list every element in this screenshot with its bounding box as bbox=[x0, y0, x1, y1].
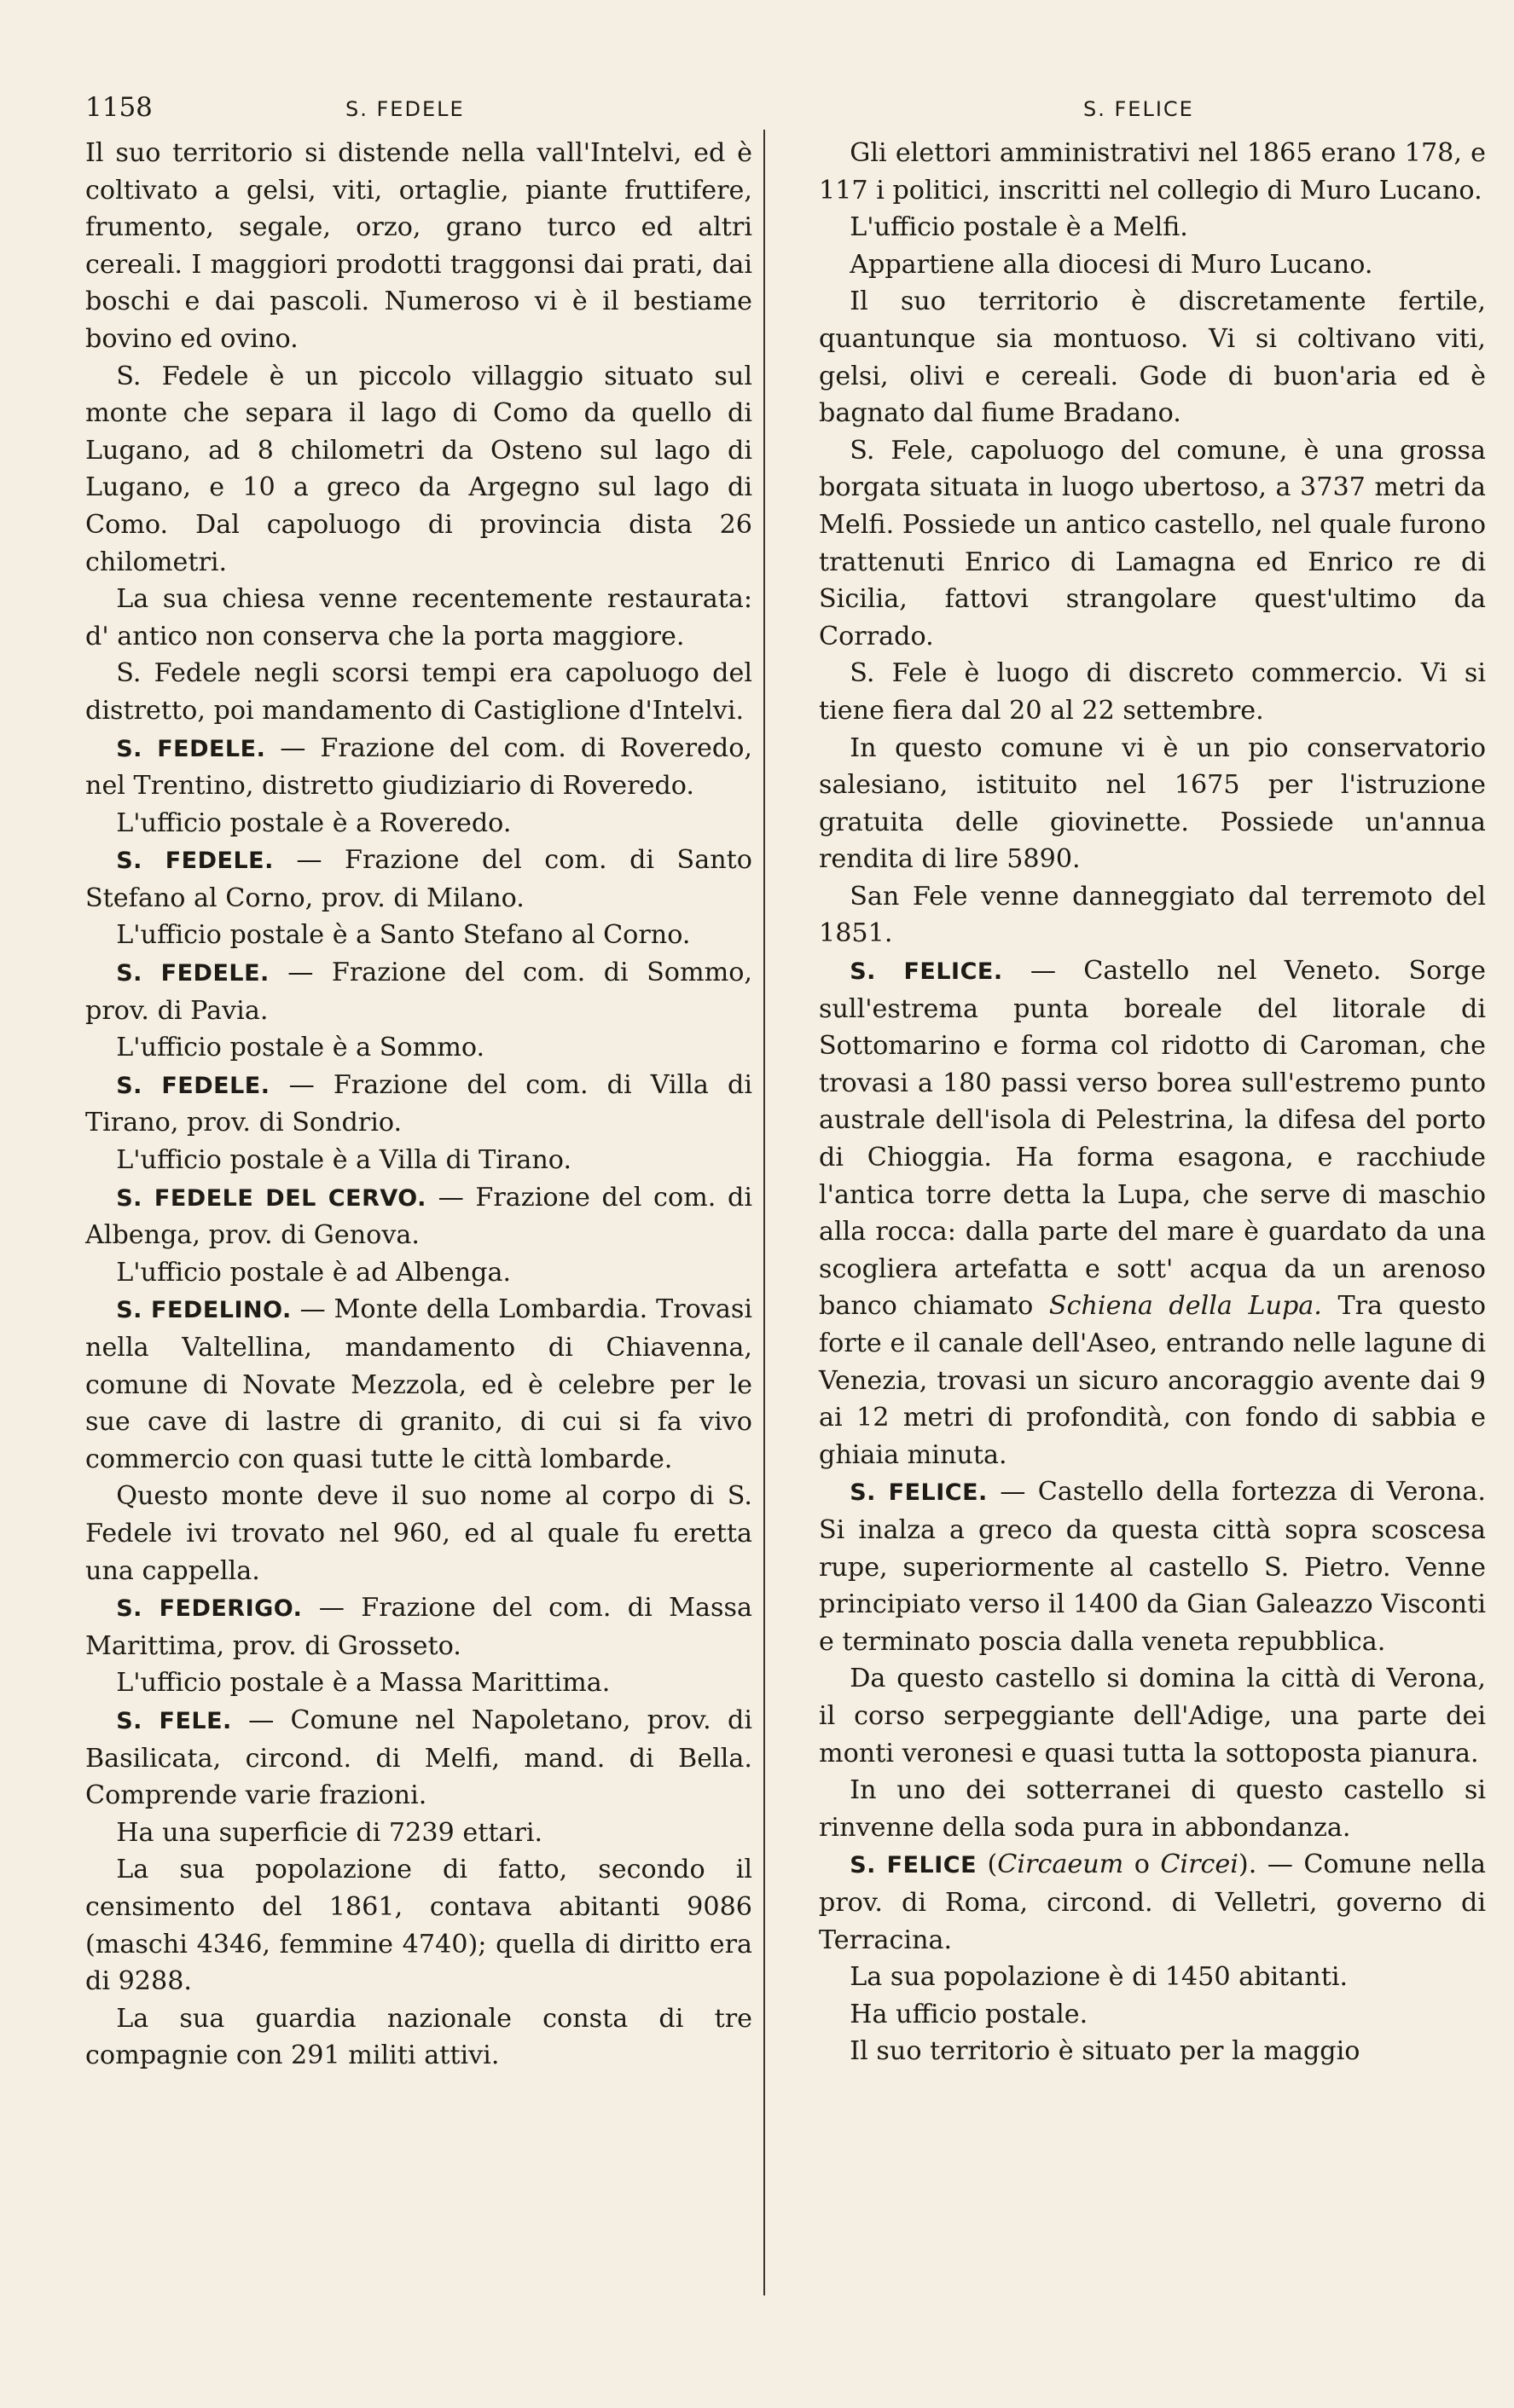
paragraph-text: Il suo territorio è situato per la maggio bbox=[850, 2036, 1360, 2067]
running-head-right: S. FELICE bbox=[1083, 97, 1194, 121]
paragraph-text: Ha ufficio postale. bbox=[850, 1999, 1088, 2029]
text-paragraph bbox=[819, 730, 1486, 878]
text-paragraph bbox=[85, 917, 752, 954]
text-paragraph bbox=[85, 135, 752, 358]
entry-paragraph bbox=[85, 1067, 752, 1142]
text-paragraph bbox=[819, 1996, 1486, 2034]
text-paragraph bbox=[85, 2000, 752, 2075]
paragraph-text: Il suo territorio è discretamente fertile, quantunque sia montuoso. Vi si coltivano viti, gelsi, olivi e cereali. Gode di buon'aria ed è bagnato dal fiume Bradano. bbox=[819, 287, 1486, 429]
text-paragraph bbox=[819, 135, 1486, 209]
paragraph-text: Il suo territorio si distende nella vall'Intelvi, ed è coltivato a gelsi, viti, ortaglie, piante fruttifere, frumento, segale, orzo, grano turco ed altri cereali. I maggiori prodotti traggonsi dai prati, dai boschi e dai pascoli. Numeroso vi è il bestiame bovino ed ovino. bbox=[85, 138, 752, 354]
page-header bbox=[0, 92, 1514, 130]
paragraph-text: San Fele venne danneggiato dal terremoto del 1851. bbox=[819, 881, 1486, 949]
italic-term: Circei bbox=[1160, 1849, 1238, 1880]
text-paragraph bbox=[85, 581, 752, 655]
entry-paragraph bbox=[85, 1291, 752, 1478]
text-paragraph bbox=[85, 1815, 752, 1852]
entry-paragraph bbox=[819, 1846, 1486, 1959]
paragraph-text: La sua popolazione di fatto, secondo il censimento del 1861, contava abitanti 9086 (maschi 4346, femmine 4740); quella di diritto era di 9288. bbox=[85, 1855, 752, 1997]
paragraph-text: S. Fedele è un piccolo villaggio situato sul monte che separa il lago di Como da quello di Lugano, ad 8 chilometri da Osteno sul lago di Lugano, e 10 a greco da Argegno sul lago di Como. Dal capoluogo di provincia dista 26 chilometri. bbox=[85, 361, 752, 577]
paragraph-text: L'ufficio postale è a Melfi. bbox=[850, 212, 1188, 243]
paragraph-text: Gli elettori amministrativi nel 1865 erano 178, e 117 i politici, inscritti nel collegio di Muro Lucano. bbox=[819, 138, 1486, 205]
entry-paragraph bbox=[85, 1589, 752, 1664]
paragraph-text: ). — Comune nella prov. di Roma, circond. di Velletri, governo di Terracina. bbox=[819, 1849, 1487, 1955]
paragraph-text: Tra questo forte e il canale dell'Aseo, entrando nelle lagune di Venezia, trovasi un sicuro ancoraggio avente dai 9 ai 12 metri di profondità, con fondo di sabbia e ghiaia minuta. bbox=[819, 1291, 1486, 1470]
entry-headword: S. FEDELE. bbox=[116, 735, 266, 762]
entry-paragraph bbox=[85, 954, 752, 1029]
paragraph-text: Appartiene alla diocesi di Muro Lucano. bbox=[850, 249, 1373, 280]
text-paragraph bbox=[85, 1029, 752, 1067]
text-paragraph bbox=[819, 283, 1486, 431]
running-head-left: S. FEDELE bbox=[345, 97, 465, 121]
text-paragraph bbox=[85, 1851, 752, 2000]
paragraph-text: S. Fele, capoluogo del comune, è una grossa borgata situata in luogo ubertoso, a 3737 metri da Melfi. Possiede un antico castello, nel quale furono trattenuti Enrico di Lamagna ed Enrico re di Sicilia, fattovi strangolare quest'ultimo da Corrado. bbox=[819, 435, 1486, 651]
right-column bbox=[819, 135, 1486, 2070]
text-paragraph bbox=[85, 1254, 752, 1292]
paragraph-text: — Frazione del com. di Villa di Tirano, prov. di Sondrio. bbox=[85, 1069, 752, 1138]
entry-headword: S. FEDELE. bbox=[116, 960, 270, 987]
text-paragraph bbox=[819, 1959, 1486, 1996]
column-divider bbox=[763, 130, 765, 2295]
paragraph-text: — Frazione del com. di Massa Marittima, prov. di Grosseto. bbox=[85, 1593, 752, 1661]
entry-headword: S. FEDELE DEL CERVO. bbox=[116, 1184, 426, 1212]
page-number: 1158 bbox=[85, 92, 153, 123]
paragraph-text: S. Fele è luogo di discreto commercio. Vi si tiene fiera dal 20 al 22 settembre. bbox=[819, 658, 1486, 726]
paragraph-text: Ha una superficie di 7239 ettari. bbox=[116, 1817, 543, 1848]
paragraph-text: La sua popolazione è di 1450 abitanti. bbox=[850, 1962, 1349, 1993]
italic-term: Schiena della Lupa. bbox=[1048, 1291, 1322, 1322]
entry-headword: S. FELICE. bbox=[850, 1479, 988, 1507]
paragraph-text: — Comune nel Napoletano, prov. di Basilicata, circond. di Melfi, mand. di Bella. Comprende varie frazioni. bbox=[85, 1705, 752, 1811]
entry-paragraph bbox=[819, 1473, 1486, 1660]
left-column bbox=[85, 135, 752, 2075]
paragraph-text: La sua chiesa venne recentemente restaurata: d' antico non conserva che la porta maggiore. bbox=[85, 584, 752, 651]
italic-term: Circaeum bbox=[997, 1849, 1124, 1880]
paragraph-text: L'ufficio postale è ad Albenga. bbox=[116, 1257, 512, 1288]
paragraph-text: Questo monte deve il suo nome al corpo di S. Fedele ivi trovato nel 960, ed al quale fu eretta una cappella. bbox=[85, 1481, 752, 1586]
entry-headword: S. FELE. bbox=[116, 1707, 232, 1734]
entry-headword: S. FEDELE. bbox=[116, 1072, 270, 1099]
text-paragraph bbox=[819, 2033, 1486, 2070]
text-paragraph bbox=[85, 1664, 752, 1702]
paragraph-text: — Frazione del com. di Roveredo, nel Trentino, distretto giudiziario di Roveredo. bbox=[85, 732, 752, 802]
text-paragraph bbox=[819, 655, 1486, 729]
entry-headword: S. FELICE bbox=[850, 1852, 977, 1879]
paragraph-text: — Monte della Lombardia. Trovasi nella Valtellina, mandamento di Chiavenna, comune di Novate Mezzola, ed è celebre per le sue cave di lastre di granito, di cui si fa vivo commercio con quasi tutte le città lombarde. bbox=[85, 1294, 753, 1474]
text-paragraph bbox=[819, 432, 1486, 656]
paragraph-text: L'ufficio postale è a Santo Stefano al Corno. bbox=[116, 920, 691, 951]
text-paragraph bbox=[85, 358, 752, 582]
entry-headword: S. FEDERIGO. bbox=[116, 1595, 303, 1623]
paragraph-text: — Castello della fortezza di Verona. Si inalza a greco da questa città sopra scoscesa rupe, superiormente al castello S. Pietro. Venne principiato verso il 1400 da Gian Galeazzo Visconti e terminato poscia dalla veneta repubblica. bbox=[819, 1477, 1486, 1657]
entry-paragraph bbox=[85, 1702, 752, 1815]
paragraph-text: — Frazione del com. di Albenga, prov. di Genova. bbox=[85, 1182, 752, 1251]
text-paragraph bbox=[819, 209, 1486, 246]
text-paragraph bbox=[85, 1142, 752, 1179]
paragraph-text: S. Fedele negli scorsi tempi era capoluogo del distretto, poi mandamento di Castiglione d'Intelvi. bbox=[85, 658, 752, 726]
text-paragraph bbox=[819, 1772, 1486, 1846]
paragraph-text: In questo comune vi è un pio conservatorio salesiano, istituito nel 1675 per l'istruzione gratuita delle giovinette. Possiede un'annua rendita di lire 5890. bbox=[819, 732, 1486, 875]
paragraph-text: ( bbox=[977, 1849, 998, 1880]
entry-paragraph bbox=[85, 730, 752, 805]
paragraph-text: — Frazione del com. di Santo Stefano al Corno, prov. di Milano. bbox=[85, 845, 752, 913]
paragraph-text: In uno dei sotterranei di questo castello si rinvenne della soda pura in abbondanza. bbox=[819, 1775, 1486, 1843]
paragraph-text: L'ufficio postale è a Roveredo. bbox=[116, 807, 512, 838]
paragraph-text: Da questo castello si domina la città di Verona, il corso serpeggiante dell'Adige, una parte dei monti veronesi e quasi tutta la sottoposta pianura. bbox=[819, 1664, 1486, 1768]
text-paragraph bbox=[819, 1660, 1486, 1772]
entry-paragraph bbox=[85, 842, 752, 917]
text-paragraph bbox=[819, 246, 1486, 284]
text-paragraph bbox=[85, 805, 752, 842]
text-paragraph bbox=[819, 878, 1486, 952]
paragraph-text: — Frazione del com. di Sommo, prov. di Pavia. bbox=[85, 958, 752, 1026]
entry-headword: S. FEDELE. bbox=[116, 848, 274, 875]
text-paragraph bbox=[85, 1478, 752, 1589]
entry-paragraph bbox=[85, 1179, 752, 1254]
paragraph-text: L'ufficio postale è a Villa di Tirano. bbox=[116, 1145, 572, 1176]
entry-paragraph bbox=[819, 952, 1486, 1473]
paragraph-text: L'ufficio postale è a Massa Marittima. bbox=[116, 1668, 611, 1699]
entry-headword: S. FELICE. bbox=[850, 958, 1003, 986]
paragraph-text: — Castello nel Veneto. Sorge sull'estrema punta boreale del litorale di Sottomarino e forma col ridotto di Caroman, che trovasi a 180 passi verso borea sull'estremo punto australe dell'isola di Pelestrina, la difesa del porto di Chioggia. Ha forma esagona, e racchiude l'antica torre detta la Lupa, che serve di maschio alla rocca: dalla parte del mare è guardato da una scogliera artefatta e sott' acqua da un arenoso banco chiamato bbox=[819, 956, 1486, 1322]
paragraph-text: L'ufficio postale è a Sommo. bbox=[116, 1033, 485, 1063]
text-paragraph bbox=[85, 655, 752, 729]
entry-headword: S. FEDELINO. bbox=[116, 1297, 292, 1324]
paragraph-text: o bbox=[1123, 1849, 1161, 1880]
paragraph-text: La sua guardia nazionale consta di tre compagnie con 291 militi attivi. bbox=[85, 2003, 752, 2071]
